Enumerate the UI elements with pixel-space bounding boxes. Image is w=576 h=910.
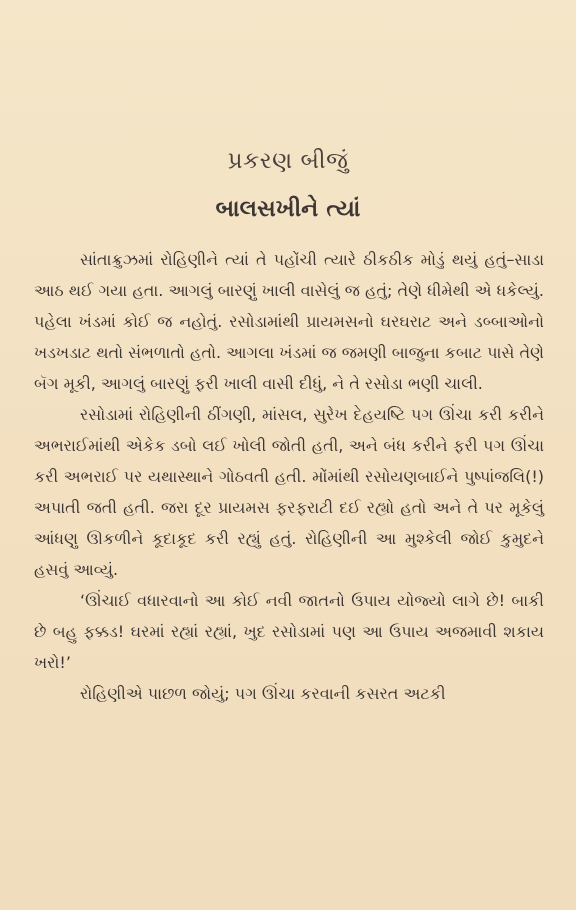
paragraph-4: રોહિણીએ પાછળ જોયું; પગ ઊંચા કરવાની કસરત અટકી bbox=[80, 684, 446, 703]
chapter-label: પ્રકરણ બીજું bbox=[227, 148, 349, 174]
paragraph-1: સાંતાક્રુઝમાં રોહિણીને ત્યાં તે પહોંચી ત્યારે ઠીકઠીક મોડું થયું હતું–સાડા આઠ થઈ ગયા હતા. આગલું બારણું ખાલી વાસેલું જ હતું; તેણે ધીમેથી એ ધકેલ્યું. પહેલા ખંડમાં કોઈ જ નહોતું. રસોડામાંથી પ્રાયમસનો ઘરઘરાટ અને ડબ્બાઓનો ખડખડાટ થતો સંભળાતો હતો. આગલા ખંડમાં જ જમણી બાજુના કબાટ પાસે તેણે બૅગ મૂકી, આગલું બારણું ફરી ખાલી વાસી દીધું, ને તે રસોડા ભણી ચાલી. bbox=[34, 250, 545, 393]
paragraph-2: રસોડામાં રોહિણીની ઠીંગણી, માંસલ, સુરેખ દેહયષ્ટિ પગ ઊંચા કરી કરીને અભરાઈમાંથી એકેક ડબો લઈ ખોલી જોતી હતી, અને બંધ કરીને ફરી પગ ઊંચા કરી અભરાઈ પર યથાસ્થાને ગોઠવતી હતી. મોંમાંથી રસોયણબાઈને પુષ્પાંજલિ(!) અપાતી જતી હતી. જરા દૂર પ્રાયમસ ફરફરાટી દઈ રહ્યો હતો અને તે પર મૂકેલું આંધણુ ઊકળીને કૂદાકૂદ કરી રહ્યું હતું. રોહિણીની આ મુશ્કેલી જોઈ કુમુદને હસવું આવ્યું. bbox=[34, 405, 544, 579]
paragraph-3: ‘ઊંચાઈ વધારવાનો આ કોઈ નવી જાતનો ઉપાય યોજ્યો લાગે છે! બાકી છે બહુ ફક્કડ! ઘરમાં રહ્યાં રહ્યાં, ખુદ રસોડામાં પણ આ ઉપાય અજમાવી શકાય ખરો!’ bbox=[34, 591, 544, 672]
chapter-body bbox=[34, 244, 544, 709]
chapter-title: બાલસખીને ત્યાં bbox=[215, 196, 361, 222]
